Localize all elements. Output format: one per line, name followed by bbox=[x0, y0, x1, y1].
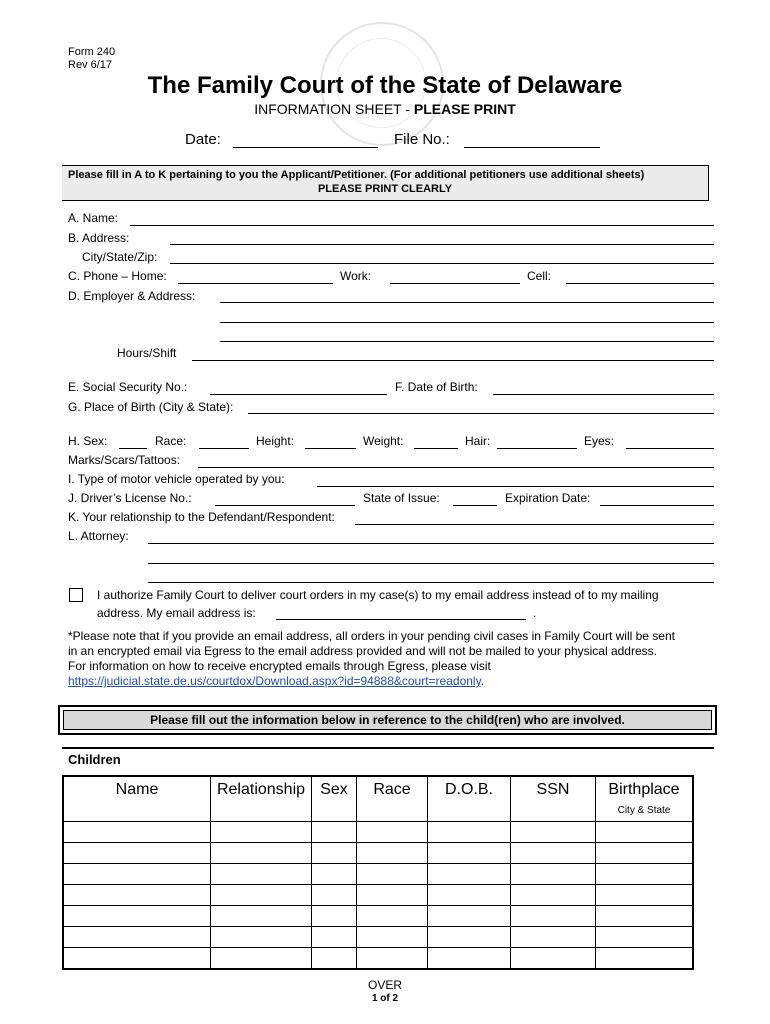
notice-line-4 bbox=[68, 674, 484, 688]
work-phone-field[interactable] bbox=[390, 283, 520, 284]
vehicle-field[interactable] bbox=[317, 486, 714, 487]
children-heading: Children bbox=[68, 752, 121, 767]
child-race-cell[interactable] bbox=[357, 906, 428, 927]
birthplace-sublabel: City & State bbox=[617, 805, 671, 816]
child-race-cell[interactable] bbox=[357, 864, 428, 885]
employer-field-2[interactable] bbox=[220, 322, 714, 323]
child-sex-cell[interactable] bbox=[312, 927, 357, 948]
page-title: The Family Court of the State of Delaware bbox=[147, 72, 623, 99]
child-relationship-cell[interactable] bbox=[211, 864, 312, 885]
table-row bbox=[63, 948, 693, 970]
attorney-field-2[interactable] bbox=[148, 563, 714, 564]
cell-phone-field[interactable] bbox=[566, 283, 714, 284]
file-number-label: File No.: bbox=[394, 131, 450, 148]
marks-field[interactable] bbox=[198, 467, 714, 468]
vehicle-label: I. Type of motor vehicle operated by you: bbox=[68, 472, 285, 486]
child-ssn-cell[interactable] bbox=[511, 864, 596, 885]
child-dob-cell[interactable] bbox=[428, 822, 511, 843]
child-relationship-cell[interactable] bbox=[211, 822, 312, 843]
table-row bbox=[63, 927, 693, 948]
page-subtitle bbox=[0, 101, 770, 117]
license-field[interactable] bbox=[215, 505, 355, 506]
child-ssn-cell[interactable] bbox=[511, 927, 596, 948]
table-header-row bbox=[63, 776, 693, 822]
child-birthplace-cell[interactable] bbox=[596, 822, 694, 843]
child-ssn-cell[interactable] bbox=[511, 906, 596, 927]
name-field[interactable] bbox=[130, 225, 714, 226]
child-race-cell[interactable] bbox=[357, 885, 428, 906]
race-label: Race: bbox=[155, 434, 187, 448]
weight-field[interactable] bbox=[414, 448, 458, 449]
child-relationship-cell[interactable] bbox=[211, 906, 312, 927]
child-race-cell[interactable] bbox=[357, 927, 428, 948]
sex-label: H. Sex: bbox=[68, 434, 108, 448]
height-label: Height: bbox=[256, 434, 295, 448]
address-label: B. Address: bbox=[68, 231, 130, 245]
eyes-field[interactable] bbox=[626, 448, 714, 449]
state-of-issue-field[interactable] bbox=[453, 505, 497, 506]
table-row bbox=[63, 885, 693, 906]
marks-label: Marks/Scars/Tattoos: bbox=[68, 453, 181, 467]
email-period: . bbox=[533, 606, 537, 620]
employer-field-3[interactable] bbox=[220, 341, 714, 342]
child-ssn-cell[interactable] bbox=[511, 885, 596, 906]
table-row bbox=[63, 843, 693, 864]
child-dob-cell[interactable] bbox=[428, 927, 511, 948]
dob-label: F. Date of Birth: bbox=[395, 380, 478, 394]
child-dob-cell[interactable] bbox=[428, 843, 511, 864]
expiration-label: Expiration Date: bbox=[505, 491, 591, 505]
form-number: Form 240 bbox=[68, 46, 116, 58]
hair-field[interactable] bbox=[497, 448, 577, 449]
child-ssn-cell[interactable] bbox=[511, 843, 596, 864]
column-header-name: Name bbox=[63, 776, 211, 822]
attorney-field-1[interactable] bbox=[148, 543, 714, 544]
child-dob-cell[interactable] bbox=[428, 885, 511, 906]
table-row bbox=[63, 822, 693, 843]
license-label: J. Driver’s License No.: bbox=[68, 491, 192, 505]
child-race-cell[interactable] bbox=[357, 843, 428, 864]
child-birthplace-cell[interactable] bbox=[596, 843, 694, 864]
child-sex-cell[interactable] bbox=[312, 843, 357, 864]
child-birthplace-cell[interactable] bbox=[596, 864, 694, 885]
child-name-cell[interactable] bbox=[63, 906, 211, 927]
city-label: City/State/Zip: bbox=[82, 250, 158, 264]
ssn-label: E. Social Security No.: bbox=[68, 380, 188, 394]
dob-field[interactable] bbox=[493, 394, 714, 395]
email-consent-line-1: I authorize Family Court to deliver court orders in my case(s) to my email address instead of to my mailing bbox=[97, 588, 659, 602]
children-banner bbox=[58, 705, 717, 735]
column-header-ssn: SSN bbox=[511, 776, 596, 822]
table-row bbox=[63, 864, 693, 885]
relationship-field[interactable] bbox=[355, 524, 714, 525]
sex-field[interactable] bbox=[119, 448, 147, 449]
children-banner-text: Please fill out the information below in reference to the child(ren) who are involved. bbox=[63, 710, 712, 730]
column-header-dob: D.O.B. bbox=[428, 776, 511, 822]
column-header-relationship: Relationship bbox=[211, 776, 312, 822]
birthplace-label: Birthplace bbox=[608, 781, 680, 798]
children-heading-rule bbox=[62, 747, 714, 749]
expiration-field[interactable] bbox=[600, 505, 714, 506]
height-field[interactable] bbox=[305, 448, 356, 449]
children-table bbox=[62, 775, 694, 970]
child-birthplace-cell[interactable] bbox=[596, 906, 694, 927]
child-sex-cell[interactable] bbox=[312, 906, 357, 927]
child-sex-cell[interactable] bbox=[312, 885, 357, 906]
file-number-field[interactable] bbox=[464, 147, 600, 148]
link-suffix: . bbox=[480, 674, 485, 688]
notice-line-1: *Please note that if you provide an email address, all orders in your pending civil cases in Family Court will be sent bbox=[68, 629, 675, 643]
cell-phone-label: Cell: bbox=[527, 269, 552, 283]
child-relationship-cell[interactable] bbox=[211, 843, 312, 864]
child-name-cell[interactable] bbox=[63, 948, 211, 970]
relationship-label: K. Your relationship to the Defendant/Respondent: bbox=[68, 510, 335, 524]
instructions-box bbox=[62, 165, 709, 201]
weight-label: Weight: bbox=[363, 434, 404, 448]
work-phone-label: Work: bbox=[340, 269, 372, 283]
attorney-field-3[interactable] bbox=[148, 582, 714, 583]
child-dob-cell[interactable] bbox=[428, 864, 511, 885]
subtitle-plain: INFORMATION SHEET - bbox=[254, 101, 414, 117]
place-of-birth-field[interactable] bbox=[248, 413, 714, 414]
child-sex-cell[interactable] bbox=[312, 864, 357, 885]
notice-line-2: in an encrypted email via Egress to the email address provided and will not be mailed to your physical address. bbox=[68, 644, 657, 658]
table-row bbox=[63, 906, 693, 927]
ssn-field[interactable] bbox=[210, 394, 387, 395]
over-label: OVER bbox=[367, 978, 402, 992]
instructions-line-2: PLEASE PRINT CLEARLY bbox=[317, 183, 453, 195]
child-ssn-cell[interactable] bbox=[511, 822, 596, 843]
child-birthplace-cell[interactable] bbox=[596, 927, 694, 948]
subtitle-bold: PLEASE PRINT bbox=[413, 101, 516, 117]
name-label: A. Name: bbox=[68, 211, 119, 225]
instructions-line-1: Please fill in A to K pertaining to you the Applicant/Petitioner. (For additional petitioners use additional sheets) bbox=[68, 169, 645, 181]
employer-field-1[interactable] bbox=[220, 302, 714, 303]
child-sex-cell[interactable] bbox=[312, 822, 357, 843]
column-header-race: Race bbox=[357, 776, 428, 822]
column-header-sex: Sex bbox=[312, 776, 357, 822]
email-address-field[interactable] bbox=[276, 619, 526, 620]
race-field[interactable] bbox=[199, 448, 249, 449]
phone-home-field[interactable] bbox=[178, 283, 333, 284]
notice-line-3: For information on how to receive encrypted emails through Egress, please visit bbox=[68, 659, 491, 673]
child-relationship-cell[interactable] bbox=[211, 927, 312, 948]
child-relationship-cell[interactable] bbox=[211, 948, 312, 970]
child-name-cell[interactable] bbox=[63, 864, 211, 885]
child-name-cell[interactable] bbox=[63, 822, 211, 843]
city-field[interactable] bbox=[170, 263, 714, 264]
child-race-cell[interactable] bbox=[357, 822, 428, 843]
date-field[interactable] bbox=[233, 147, 378, 148]
place-of-birth-label: G. Place of Birth (City & State): bbox=[68, 400, 234, 414]
child-dob-cell[interactable] bbox=[428, 948, 511, 970]
child-ssn-cell[interactable] bbox=[511, 948, 596, 970]
hours-label: Hours/Shift bbox=[117, 346, 177, 360]
email-consent-checkbox[interactable] bbox=[69, 588, 83, 602]
child-sex-cell[interactable] bbox=[312, 948, 357, 970]
child-name-cell[interactable] bbox=[63, 885, 211, 906]
page-number: 1 of 2 bbox=[371, 993, 399, 1004]
child-name-cell[interactable] bbox=[63, 927, 211, 948]
form-revision: Rev 6/17 bbox=[68, 59, 113, 71]
child-relationship-cell[interactable] bbox=[211, 885, 312, 906]
child-birthplace-cell[interactable] bbox=[596, 885, 694, 906]
child-birthplace-cell[interactable] bbox=[596, 948, 694, 970]
eyes-label: Eyes: bbox=[584, 434, 615, 448]
state-of-issue-label: State of Issue: bbox=[363, 491, 440, 505]
egress-download-link[interactable]: https://judicial.state.de.us/courtdox/Download.aspx?id=94888&court=readonly bbox=[68, 674, 481, 688]
child-dob-cell[interactable] bbox=[428, 906, 511, 927]
hours-field[interactable] bbox=[192, 360, 714, 361]
address-field[interactable] bbox=[170, 244, 714, 245]
child-race-cell[interactable] bbox=[357, 948, 428, 970]
email-consent-line-2: address. My email address is: bbox=[97, 606, 256, 620]
date-label: Date: bbox=[185, 131, 221, 148]
attorney-label: L. Attorney: bbox=[68, 529, 129, 543]
employer-label: D. Employer & Address: bbox=[68, 289, 196, 303]
column-header-birthplace bbox=[596, 776, 694, 822]
hair-label: Hair: bbox=[465, 434, 491, 448]
phone-home-label: C. Phone – Home: bbox=[68, 269, 167, 283]
child-name-cell[interactable] bbox=[63, 843, 211, 864]
